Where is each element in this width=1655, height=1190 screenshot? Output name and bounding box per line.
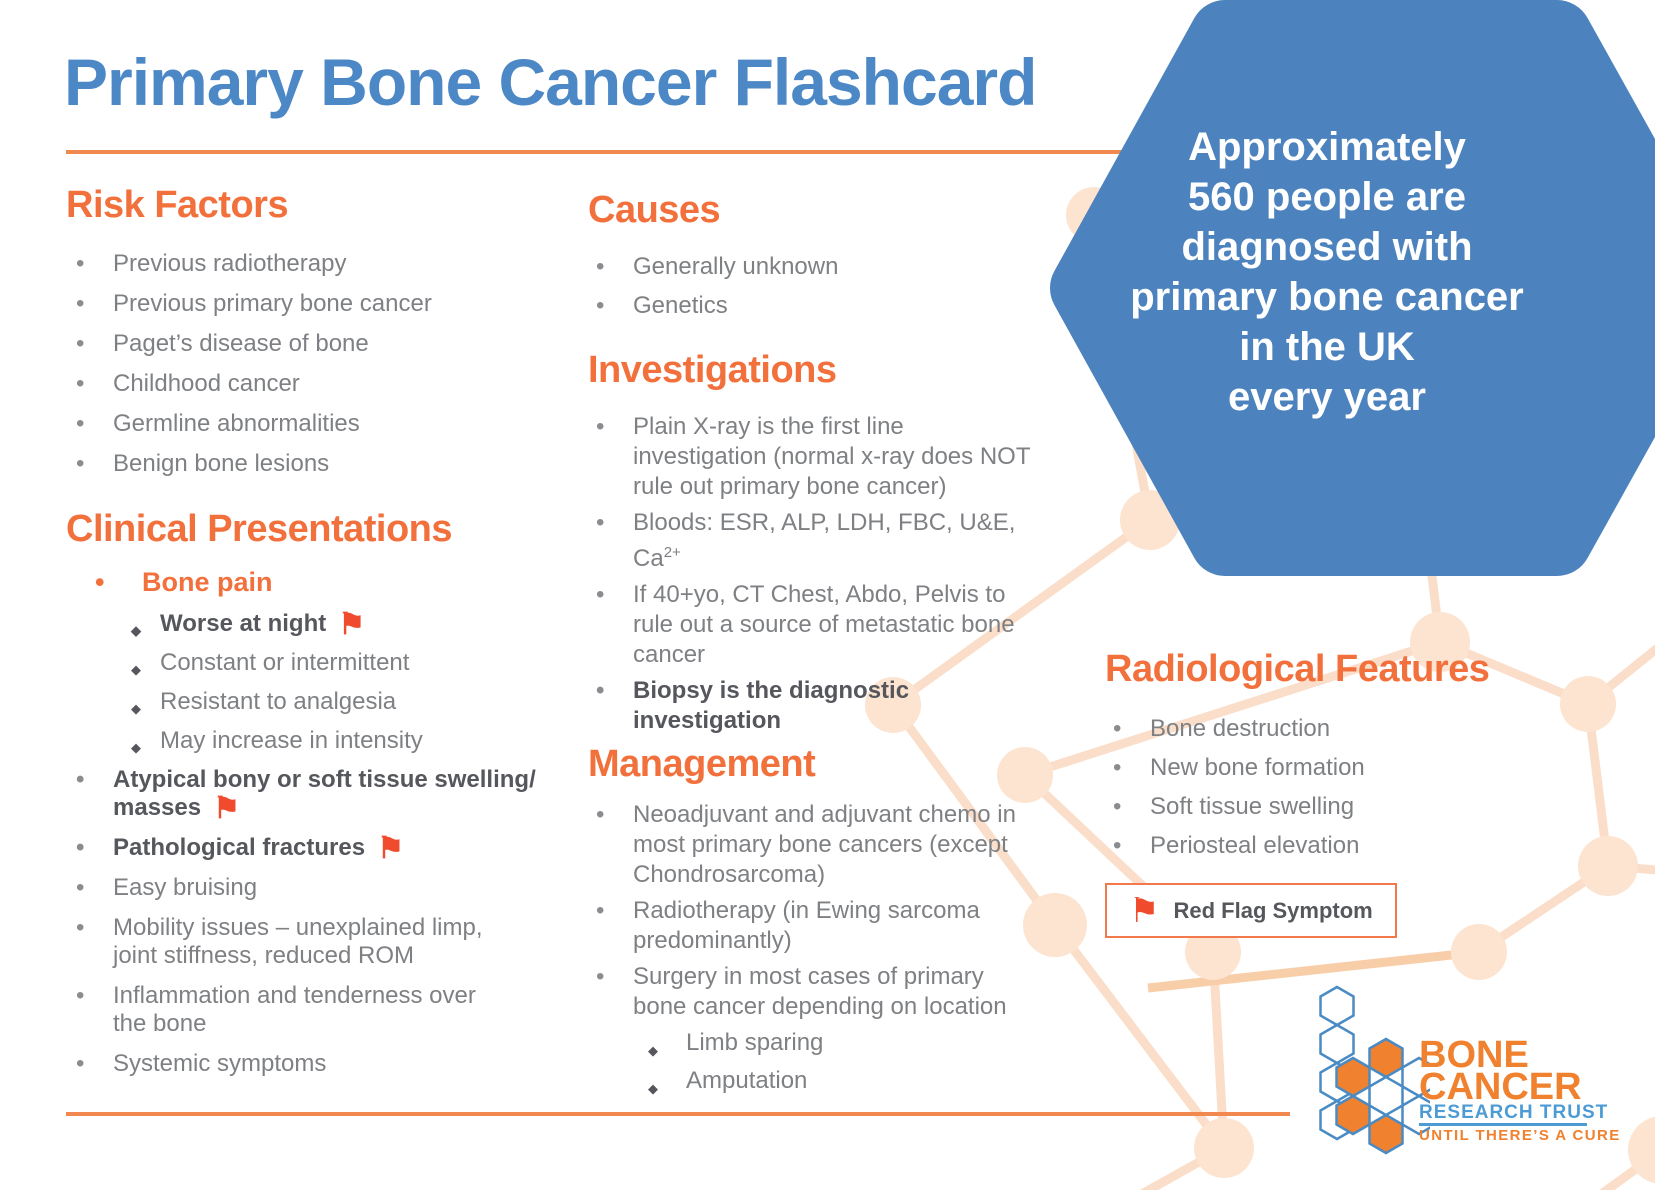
red-flag-icon: ⚑ (377, 832, 404, 865)
stat-line: Approximately (1188, 125, 1466, 169)
list-item: • Systemic symptoms (66, 1050, 556, 1078)
list-item: • Neoadjuvant and adjuvant chemo in most primary bone cancers (except Chondrosarcoma) (588, 800, 1038, 890)
logo-tagline: UNTIL THERE’S A CURE (1419, 1127, 1621, 1144)
list-item: • Bone destruction (1105, 715, 1565, 743)
list-item: ◆ Resistant to analgesia (125, 688, 556, 716)
red-flag-icon: ⚑ (1129, 891, 1160, 930)
section-heading: Causes (588, 189, 721, 231)
stat-line: in the UK (1239, 325, 1415, 369)
list-item: • Bloods: ESR, ALP, LDH, FBC, U&E, $Ca^{2+}$ (588, 508, 1038, 574)
section-investigations (588, 348, 1038, 742)
list-item: • Generally unknown (588, 252, 1038, 282)
section-causes (588, 188, 1038, 327)
list-item: • Surgery in most cases of primary bone cancer depending on location (588, 962, 1038, 1022)
list-item: • Pathological fractures ⚑ (66, 834, 556, 862)
list-item: • Bone pain (66, 567, 556, 597)
red-flag-legend (1105, 883, 1397, 938)
list-item: • Atypical bony or soft tissue swelling/ masses ⚑ (66, 766, 556, 822)
section-heading: Clinical Presentations (66, 508, 453, 550)
section-heading: Investigations (588, 349, 837, 391)
list-item: • Mobility issues – unexplained limp, joint stiffness, reduced ROM (66, 914, 556, 970)
list-item: • Childhood cancer (66, 370, 536, 398)
list-item: • Previous primary bone cancer (66, 290, 536, 318)
red-flag-icon: ⚑ (338, 608, 366, 641)
list-item: • Inflammation and tenderness over the bone (66, 982, 556, 1038)
section-heading: Risk Factors (66, 184, 289, 226)
logo-underline (1419, 1123, 1587, 1126)
legend-label: Red Flag Symptom (1173, 897, 1373, 923)
logo-text-research-trust: RESEARCH TRUST (1419, 1102, 1609, 1123)
stat-line: diagnosed with (1181, 225, 1473, 269)
bone-cancer-research-trust-logo (1300, 985, 1655, 1165)
list-item: • Biopsy is the diagnostic investigation (588, 676, 1038, 736)
list-item: • Easy bruising (66, 874, 556, 902)
section-risk-factors (66, 183, 536, 490)
list-item: ◆ Amputation (648, 1066, 1038, 1096)
section-radiological-features (1105, 647, 1565, 871)
red-flag-icon: ⚑ (213, 792, 240, 825)
list-item: • Paget’s disease of bone (66, 330, 536, 358)
section-clinical-presentations (66, 507, 556, 1090)
list-item: • If 40+yo, CT Chest, Abdo, Pelvis to rule out a source of metastatic bone cancer (588, 580, 1038, 670)
stat-line: every year (1228, 375, 1426, 419)
list-item: • Plain X-ray is the first line investigation (normal x-ray does NOT rule out primary bone cancer) (588, 412, 1038, 502)
list-item: • Radiotherapy (in Ewing sarcoma predominantly) (588, 896, 1038, 956)
list-item: • Previous radiotherapy (66, 250, 536, 278)
logo-hexagon-b-icon (1300, 985, 1430, 1165)
section-heading: Management (588, 743, 816, 785)
list-item: • Germline abnormalities (66, 410, 536, 438)
stat-callout (1077, 122, 1577, 422)
list-item: ◆ May increase in intensity (125, 727, 556, 755)
list-item: • New bone formation (1105, 754, 1565, 782)
section-heading: Radiological Features (1105, 648, 1490, 690)
logo-text-bone: BONE (1419, 1034, 1529, 1076)
list-item: • Genetics (588, 291, 1038, 321)
list-item: • Soft tissue swelling (1105, 793, 1565, 821)
list-item: ◆ Worse at night ⚑ (125, 610, 556, 638)
list-item: ◆ Limb sparing (648, 1028, 1038, 1058)
page-title: Primary Bone Cancer Flashcard (64, 45, 1037, 119)
section-management (588, 742, 1038, 1104)
list-item: ◆ Constant or intermittent (125, 649, 556, 677)
list-item: • Benign bone lesions (66, 450, 536, 478)
list-item: • Periosteal elevation (1105, 832, 1565, 860)
logo-text-cancer: CANCER (1419, 1066, 1582, 1108)
stat-line: 560 people are (1188, 175, 1466, 219)
stat-line: primary bone cancer (1130, 275, 1524, 319)
